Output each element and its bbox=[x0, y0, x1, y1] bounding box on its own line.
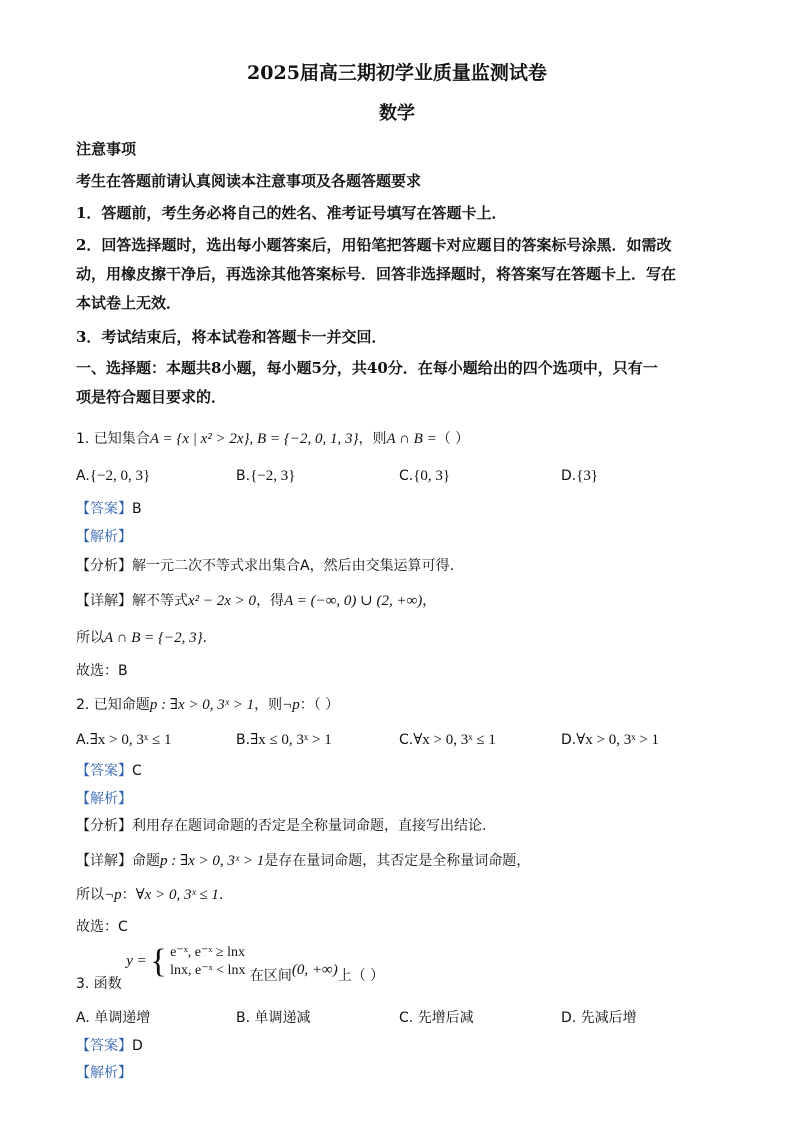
section-1-line-2: 项是符合题目要求的． bbox=[76, 388, 227, 406]
notes-item-2-line-3: 本试卷上无效． bbox=[76, 294, 182, 312]
q3-piecewise-function: y = { e⁻ˣ, e⁻ˣ ≥ lnx lnx, e⁻ˣ < lnx bbox=[126, 943, 246, 980]
q3-option-d: D. 先减后增 bbox=[561, 1010, 637, 1026]
q2-option-a: A.∃x > 0, 3ˣ ≤ 1 bbox=[76, 732, 172, 748]
q3-analysis-label: 【解析】 bbox=[76, 1065, 132, 1081]
q2-option-c: C.∀x > 0, 3ˣ ≤ 1 bbox=[399, 732, 496, 748]
q1-fenxi: 【分析】解一元二次不等式求出集合A，然后由交集运算可得. bbox=[76, 558, 455, 574]
question-3-stem: 3. 函数 y = { e⁻ˣ, e⁻ˣ ≥ lnx lnx, e⁻ˣ < lnx 在区间(0, +∞)上（ ） bbox=[76, 943, 385, 992]
q1-analysis-label: 【解析】 bbox=[76, 529, 132, 545]
q1-expr: A ∩ B = bbox=[386, 431, 437, 447]
q2-choose: 故选：C bbox=[76, 919, 128, 935]
section-1-line-1: 一、选择题：本题共8小题，每小题5分，共40分．在每小题给出的四个选项中，只有一 bbox=[76, 359, 658, 377]
notes-item-3: 3．考试结束后，将本试卷和答题卡一并交回． bbox=[76, 328, 387, 346]
q3-option-a: A. 单调递增 bbox=[76, 1010, 151, 1026]
notes-item-1: 1．答题前，考生务必将自己的姓名、准考证号填写在答题卡上． bbox=[76, 204, 507, 222]
subject-title: 数学 bbox=[379, 103, 415, 124]
q1-conclusion: 所以A ∩ B = {−2, 3}. bbox=[76, 630, 208, 646]
q3-answer: 【答案】D bbox=[76, 1038, 143, 1054]
q2-option-b: B.∃x ≤ 0, 3ˣ > 1 bbox=[236, 732, 332, 748]
notes-heading: 注意事项 bbox=[76, 140, 137, 158]
q1-option-b: B.{−2, 3} bbox=[236, 468, 296, 484]
q1-option-a: A.{−2, 0, 3} bbox=[76, 468, 151, 484]
q1-answer: 【答案】B bbox=[76, 501, 142, 517]
q2-answer: 【答案】C bbox=[76, 763, 142, 779]
question-1-stem: 1. 已知集合A = {x | x² > 2x}, B = {−2, 0, 1, 3}，则A ∩ B =（ ） bbox=[76, 431, 470, 447]
notes-item-2-line-2: 动，用橡皮擦干净后，再选涂其他答案标号．回答非选择题时，将答案写在答题卡上．写在 bbox=[76, 265, 677, 283]
q2-option-d: D.∀x > 0, 3ˣ > 1 bbox=[561, 732, 660, 748]
question-2-stem: 2. 已知命题p : ∃x > 0, 3ˣ > 1，则¬p：（ ） bbox=[76, 697, 340, 713]
notes-item-2-line-1: 2．回答选择题时，选出每小题答案后，用铅笔把答题卡对应题目的答案标号涂黑．如需改 bbox=[76, 236, 672, 254]
q2-analysis-label: 【解析】 bbox=[76, 791, 132, 807]
q1-option-c: C.{0, 3} bbox=[399, 468, 451, 484]
q2-detail: 【详解】命题p : ∃x > 0, 3ˣ > 1是存在量词命题，其否定是全称量词命题， bbox=[76, 853, 531, 869]
q1-set-b: , B = {−2, 0, 1, 3} bbox=[249, 431, 359, 447]
q3-option-b: B. 单调递减 bbox=[236, 1010, 311, 1026]
q3-option-c: C. 先增后减 bbox=[399, 1010, 474, 1026]
page-title: 2025届高三期初学业质量监测试卷 bbox=[247, 62, 547, 84]
q1-option-d: D.{3} bbox=[561, 468, 599, 484]
q1-set-a: A = {x | x² > 2x} bbox=[149, 431, 250, 447]
q2-conclusion: 所以¬p：∀x > 0, 3ˣ ≤ 1. bbox=[76, 887, 224, 903]
q1-choose: 故选：B bbox=[76, 663, 128, 679]
notes-intro: 考生在答题前请认真阅读本注意事项及各题答题要求 bbox=[76, 172, 422, 190]
q2-fenxi: 【分析】利用存在题词命题的否定是全称量词命题，直接写出结论. bbox=[76, 818, 487, 834]
q1-detail: 【详解】解不等式x² − 2x > 0，得A = (−∞, 0) ∪ (2, +∞)， bbox=[76, 593, 437, 609]
